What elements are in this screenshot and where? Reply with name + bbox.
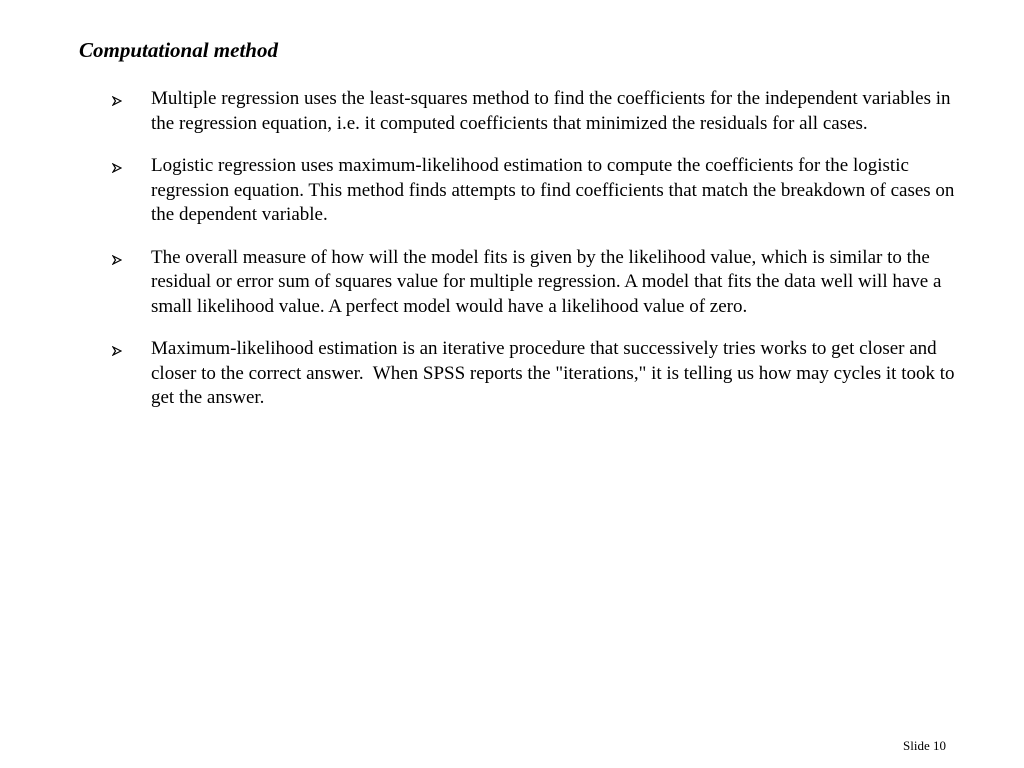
bullet-item: [112, 87, 972, 136]
arrowhead-bullet-icon: [112, 96, 122, 106]
bullet-text: Maximum-likelihood estimation is an iterative procedure that successively tries works to get closer and closer to the correct answer. When SPSS reports the "iterations," it is telling us how may cycles it took to get the answer.: [151, 338, 960, 408]
arrowhead-bullet-icon: [112, 163, 122, 173]
arrowhead-bullet-icon: [112, 255, 122, 265]
bullet-list: [112, 87, 972, 411]
bullet-text: The overall measure of how will the model fits is given by the likelihood value, which is similar to the residual or error sum of squares value for multiple regression. A model that fits the data well will have a small likelihood value. A perfect model would have a likelihood value of zero.: [151, 246, 947, 317]
bullet-text: Multiple regression uses the least-squares method to find the coefficients for the independent variables in the regression equation, i.e. it computed coefficients that minimized the residuals for all cases.: [151, 88, 956, 134]
bullet-text: Logistic regression uses maximum-likelihood estimation to compute the coefficients for the logistic regression equation. This method finds attempts to find coefficients that match the breakdown of cases on the dependent variable.: [151, 155, 960, 225]
bullet-item: [112, 154, 972, 228]
bullet-item: [112, 246, 972, 320]
slide-number: Slide 10: [903, 738, 946, 753]
slide-title: Computational method: [79, 38, 278, 62]
bullet-item: [112, 337, 972, 411]
arrowhead-bullet-icon: [112, 346, 122, 356]
